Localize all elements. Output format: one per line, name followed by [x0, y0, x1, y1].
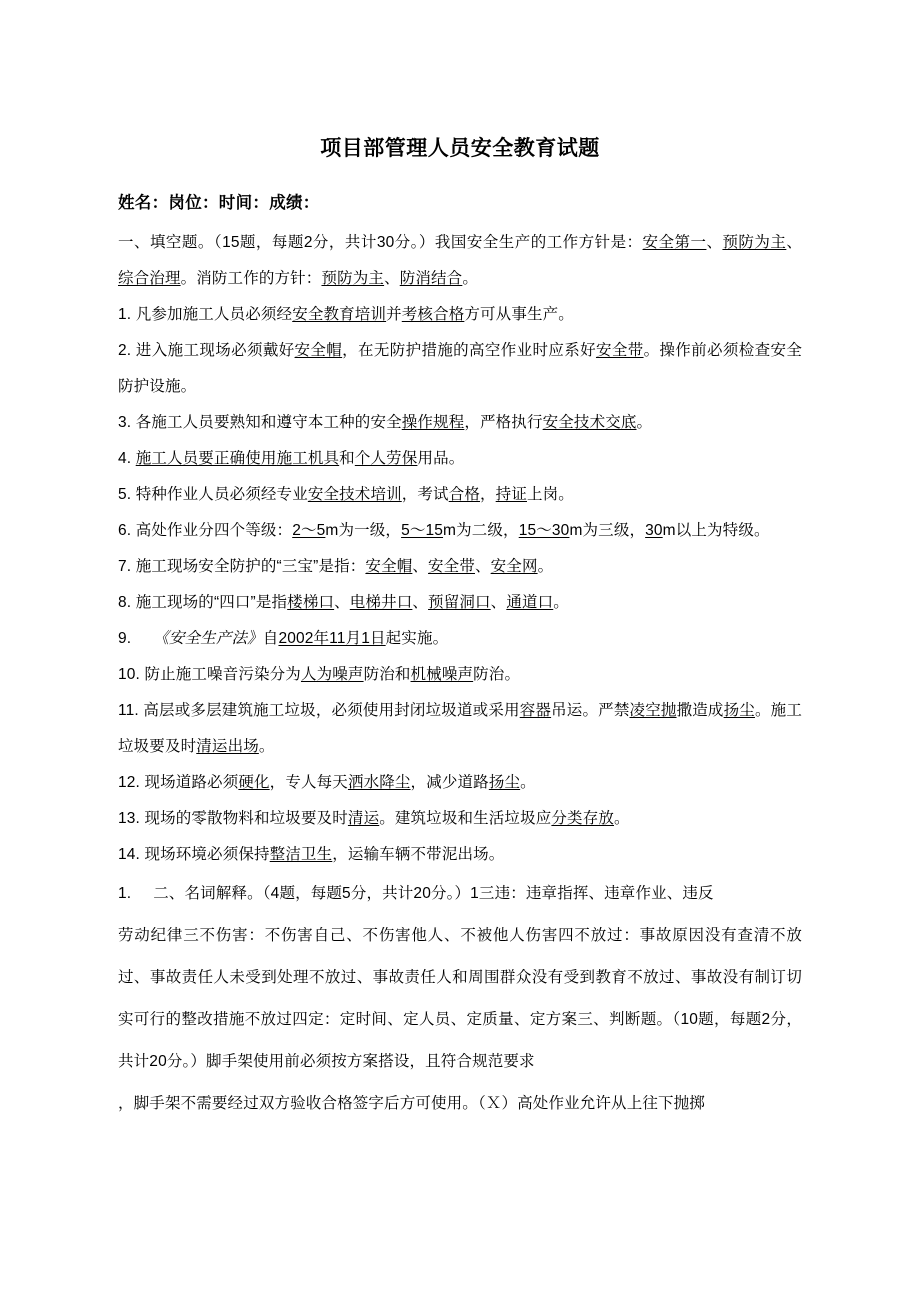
blank-answer-3: 综合治理 — [118, 270, 181, 287]
blank-answer: 安全网 — [490, 558, 538, 575]
item-number: 12. — [118, 774, 140, 791]
item-text: 施工现场的“四口”是指 — [131, 594, 288, 611]
blank-answer: 2～5 — [292, 522, 326, 539]
item-text: 防止施工噪音污染分为 — [140, 666, 301, 683]
blank-answer: 人为噪声 — [300, 666, 364, 683]
item-text: 、 — [412, 558, 429, 575]
item-number: 7. — [118, 558, 132, 575]
blank-answer: 整洁卫生 — [269, 846, 333, 863]
item-number: 8. — [118, 594, 132, 611]
item-text: 《安全生产法》 — [153, 630, 263, 647]
item-text: 和 — [339, 450, 355, 467]
item-text: 吊运。严禁 — [551, 702, 630, 719]
fill-in-blank-item — [118, 297, 802, 333]
blank-answer: 通道口 — [506, 594, 554, 611]
blank-answer: 30 — [645, 522, 663, 539]
fill-in-blank-item — [118, 441, 802, 477]
sep-3: 、 — [384, 270, 400, 287]
fill-in-blank-item — [118, 513, 802, 549]
item-text: ，减少道路 — [410, 774, 489, 791]
item-number: 13. — [118, 810, 140, 827]
blank-answer: 安全带 — [428, 558, 475, 575]
fill-in-blank-item — [118, 801, 802, 837]
item-text: 现场环境必须保持 — [140, 846, 270, 863]
item-text: 、 — [474, 558, 491, 575]
blank-answer: 安全帽 — [294, 342, 343, 359]
item-number: 10. — [118, 666, 140, 683]
blank-answer: 操作规程 — [401, 414, 465, 431]
item-text: 撒造成 — [676, 702, 724, 719]
blank-answer: 2002年11月1日 — [278, 630, 386, 647]
item-text: ，在无防护措施的高空作业时应系好 — [342, 342, 596, 359]
item-text: 。 — [537, 558, 554, 575]
blank-answer: 安全帽 — [365, 558, 413, 575]
blank-answer-5: 防消结合 — [399, 270, 463, 287]
blank-answer-4: 预防为主 — [321, 270, 385, 287]
item-text: 现场的零散物料和垃圾要及时 — [140, 810, 348, 827]
fill-in-blank-item — [118, 657, 802, 693]
item-text: 并 — [386, 306, 402, 323]
section-one-intro — [118, 225, 802, 297]
fill-in-blank-item — [118, 621, 802, 657]
blank-answer: 合格 — [448, 486, 481, 503]
blank-answer: 清运出场 — [196, 738, 259, 755]
tail-lead-text: 二、名词解释。（4题，每题5分，共计20分。）1三违：违章指挥、违章作业、违反 — [153, 885, 714, 902]
item-text: 起实施。 — [385, 630, 449, 647]
blank-answer: 楼梯口 — [287, 594, 335, 611]
item-text: m以上为特级。 — [662, 522, 770, 539]
section-two-three-block — [118, 873, 802, 1125]
item-text: 用品。 — [417, 450, 465, 467]
blank-answer: 扬尘 — [723, 702, 755, 719]
fill-in-blank-item — [118, 333, 802, 405]
sep-1: 、 — [706, 234, 723, 251]
item-text: 上岗。 — [526, 486, 574, 503]
blank-answer: 安全带 — [595, 342, 644, 359]
item-text: 高层或多层建筑施工垃圾，必须使用封闭垃圾道或采用 — [138, 702, 520, 719]
page-title: 项目部管理人员安全教育试题 — [320, 137, 600, 160]
blank-answer: 机械噪声 — [410, 666, 474, 683]
item-number: 2. — [118, 342, 132, 359]
blank-answer-2: 预防为主 — [722, 234, 787, 251]
item-text: m为一级， — [325, 522, 402, 539]
fill-in-blank-item — [118, 585, 802, 621]
item-text: m为二级， — [443, 522, 519, 539]
blank-answer: 硬化 — [238, 774, 270, 791]
item-number: 4. — [118, 450, 132, 467]
item-text: 防治和 — [363, 666, 411, 683]
item-number: 9. — [118, 630, 132, 647]
blank-answer: 安全技术培训 — [307, 486, 402, 503]
blank-answer: 安全技术交底 — [542, 414, 637, 431]
item-text: 方可从事生产。 — [464, 306, 574, 323]
fill-in-blank-item — [118, 765, 802, 801]
blank-answer: 施工机具 — [276, 450, 340, 467]
tail-last-line: ，脚手架不需要经过双方验收合格签字后方可使用。（Ｘ）高处作业允许从上往下抛掷 — [118, 1095, 705, 1112]
item-number: 14. — [118, 846, 140, 863]
tail-lead-line — [118, 873, 802, 915]
item-text: ，运输车辆不带泥出场。 — [332, 846, 505, 863]
item-text: 、 — [490, 594, 507, 611]
blank-answer: 预留洞口 — [428, 594, 491, 611]
item-text: 、 — [412, 594, 429, 611]
blank-answer: 考核合格 — [401, 306, 465, 323]
blank-answer: 凌空抛 — [629, 702, 677, 719]
item-text: 。 — [553, 594, 569, 611]
blank-answer: 洒水降尘 — [347, 774, 411, 791]
item-number: 6. — [118, 522, 132, 539]
blank-answer: 施工人员要正确使用 — [135, 450, 277, 467]
item-text: 特种作业人员必须经专业 — [131, 486, 308, 503]
fill-in-blank-items — [118, 297, 802, 873]
tail-line-number: 1. — [118, 885, 132, 902]
blank-answer: 分类存放 — [551, 810, 614, 827]
item-number: 3. — [118, 414, 132, 431]
item-text: 。 — [258, 738, 275, 755]
document-body — [118, 0, 802, 1125]
item-text: 凡参加施工人员必须经 — [131, 306, 293, 323]
item-text: 。建筑垃圾和生活垃圾应 — [379, 810, 552, 827]
item-text: 防治。 — [473, 666, 521, 683]
blank-answer: 安全教育培训 — [292, 306, 387, 323]
item-text: 。操作前必须检查安全防护设施。 — [118, 342, 802, 395]
tail-paragraph: 劳动纪律三不伤害：不伤害自己、不伤害他人、不被他人伤害四不放过：事故原因没有查清不放过、事故责任人未受到处理不放过、事故责任人和周围群众没有受到教育不放过、事故没有制订切实可行的整改措施不放过四定：定时间、定人员、定质量、定方案三、判断题。（10题，每题2分，共计20分。）脚手架使用前必须按方案搭设，且符合规范要求 — [118, 927, 802, 1070]
item-number: 11. — [118, 702, 139, 719]
section-one-intro-prefix: 一、填空题。（15题，每题2分，共计30分。）我国安全生产的工作方针是： — [118, 234, 643, 251]
blank-answer-1: 安全第一 — [642, 234, 707, 251]
item-number: 1. — [118, 306, 132, 323]
item-text: 。施工垃圾要及时 — [118, 702, 802, 755]
item-text: 自 — [262, 630, 279, 647]
item-text: 高处作业分四个等级： — [131, 522, 293, 539]
fill-in-blank-item — [118, 405, 802, 441]
fill-in-blank-item — [118, 837, 802, 873]
item-text: ，考试 — [401, 486, 449, 503]
item-text: 各施工人员要熟知和遵守本工种的安全 — [131, 414, 402, 431]
item-text: 施工现场安全防护的“三宝”是指： — [131, 558, 366, 575]
fill-in-blank-item — [118, 693, 802, 765]
fill-in-blank-item — [118, 477, 802, 513]
item-number: 5. — [118, 486, 132, 503]
sep-2: 、 — [786, 234, 802, 251]
item-text: 。 — [520, 774, 536, 791]
fill-in-blank-item — [118, 549, 802, 585]
blank-answer: 持证 — [495, 486, 527, 503]
item-text: ， — [480, 486, 496, 503]
blank-answer: 清运 — [347, 810, 380, 827]
blank-answer: 个人劳保 — [354, 450, 418, 467]
item-text: 。 — [636, 414, 653, 431]
item-text: 现场道路必须 — [140, 774, 239, 791]
blank-answer: 电梯井口 — [349, 594, 413, 611]
blank-answer: 15～30 — [518, 522, 570, 539]
item-text: 进入施工现场必须戴好 — [131, 342, 295, 359]
exam-meta-fields: 姓名：岗位：时间：成绩： — [118, 194, 320, 212]
item-text: ，专人每天 — [269, 774, 348, 791]
blank-answer: 扬尘 — [488, 774, 521, 791]
section-one-intro-suffix: 。 — [462, 270, 478, 287]
item-text: m为三级， — [569, 522, 646, 539]
section-one-intro-mid: 。消防工作的方针： — [180, 270, 322, 287]
blank-answer: 容器 — [519, 702, 552, 719]
item-text: 、 — [334, 594, 350, 611]
item-text: 。 — [614, 810, 630, 827]
blank-answer: 5～15 — [401, 522, 444, 539]
item-text: ，严格执行 — [464, 414, 543, 431]
